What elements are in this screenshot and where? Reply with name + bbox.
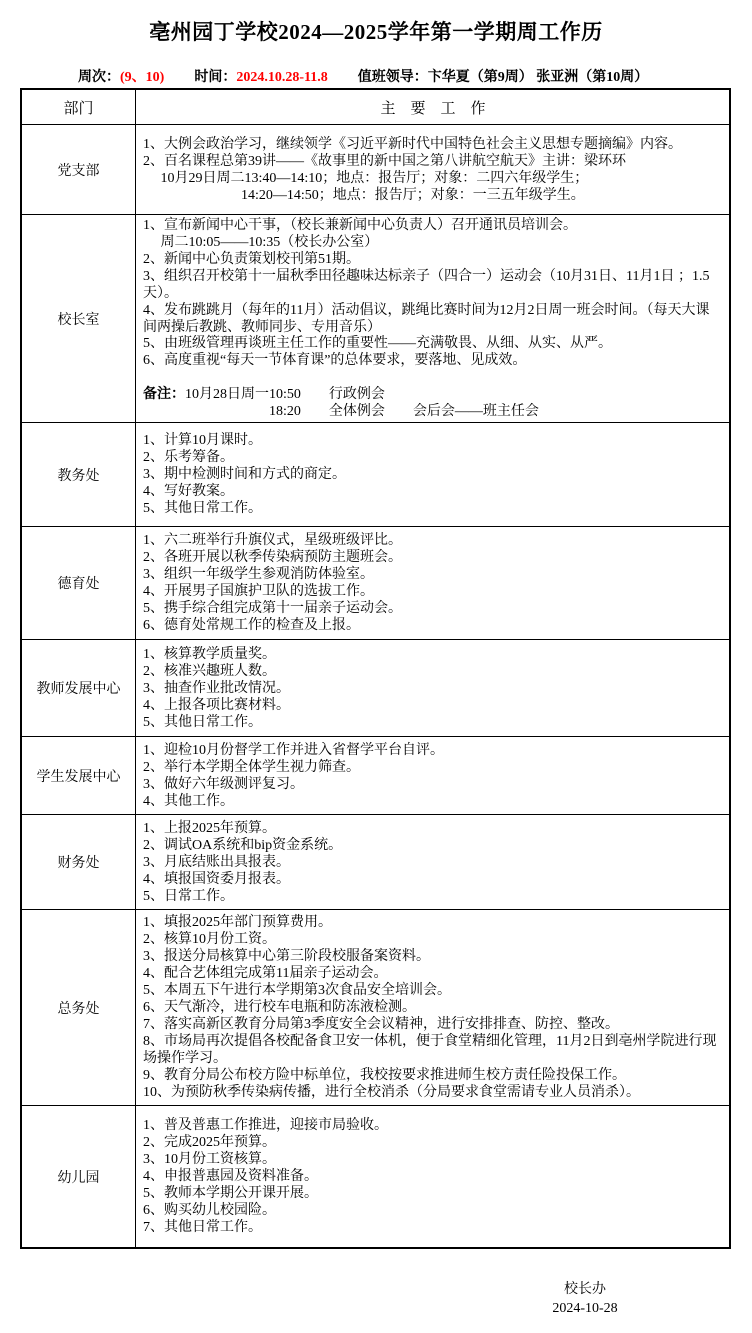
table-header-row [22,90,729,124]
table-row [22,736,729,814]
duty-leader-value: 卞华夏（第9周） 张亚洲（第10周） [427,70,649,85]
work-item: 2、完成2025年预算。 [143,1135,276,1150]
dept-cell: 党支部 [22,125,136,214]
dept-cell: 教师发展中心 [22,640,136,736]
work-item: 1、宣布新闻中心干事，（校长兼新闻中心负责人）召开通讯员培训会。 [143,218,577,233]
week-value: (9、10) [120,70,165,85]
work-cell [136,815,729,909]
work-item: 18:20 全体例会 会后会——班主任会 [143,404,539,419]
work-item: 1、计算10月课时。 [143,433,262,448]
work-cell [136,125,729,214]
work-item: 3、10月份工资核算。 [143,1152,276,1167]
dept-cell: 总务处 [22,910,136,1105]
work-cell [136,423,729,526]
table-row [22,814,729,909]
column-header-work: 主 要 工 作 [380,100,486,117]
work-item: 14:20—14:50；地点：报告厅；对象：一三五年级学生。 [143,187,585,203]
footer-date: 2024-10-28 [552,1301,618,1316]
work-item: 8、市场局再次提倡各校配备食卫安一体机，便于食堂精细化管理，11月2日到亳州学院进行现场操作学习。 [143,1034,717,1066]
work-item: 1、六二班举行升旗仪式，星级班级评比。 [143,533,402,548]
duty-group [358,70,649,85]
time-value: 2024.10.28-11.8 [236,70,328,85]
work-item: 5、由班级管理再谈班主任工作的重要性——充满敬畏、从细、从实、从严。 [143,336,612,351]
work-item: 2、核算10月份工资。 [143,932,276,947]
work-item: 10月29日周二13:40—14:10；地点：报告厅；对象：二四六年级学生； [143,170,589,186]
table-row [22,909,729,1105]
work-item: 5、本周五下午进行本学期第3次食品安全培训会。 [143,983,451,998]
footer-office: 校长办 [564,1282,606,1297]
work-item: 1、普及普惠工作推进，迎接市局验收。 [143,1118,388,1133]
work-item: 5、日常工作。 [143,888,234,904]
work-item: 5、其他日常工作。 [143,714,262,730]
work-item: 6、购买幼儿校园险。 [143,1203,276,1218]
page-title: 亳州园丁学校2024—2025学年第一学期周工作历 [149,20,603,44]
table-row [22,422,729,526]
work-item: 7、其他日常工作。 [143,1220,262,1235]
work-item: 3、报送分局核算中心第三阶段校服备案资料。 [143,949,430,964]
work-item: 3、组织召开校第十一届秋季田径趣味达标亲子（四合一）运动会（10月31日、11月1日 ；1.5天）。 [143,269,710,301]
dept-cell: 教务处 [22,423,136,526]
work-cell [136,640,729,736]
work-item: 2、核准兴趣班人数。 [143,663,276,679]
table-body [22,124,729,1247]
work-item: 3、抽查作业批改情况。 [143,680,290,696]
work-item: 备注：10月28日周一10:50 行政例会 [143,387,385,402]
work-item: 3、组织一年级学生参观消防体验室。 [143,567,374,582]
week-label: 周次： [78,70,120,85]
dept-cell: 学生发展中心 [22,737,136,814]
work-item: 5、其他日常工作。 [143,501,262,516]
work-item [143,369,723,386]
table-row [22,214,729,422]
work-item: 10、为预防秋季传染病传播，进行全校消杀（分局要求食堂需请专业人员消杀）。 [143,1085,640,1100]
work-item: 1、大例会政治学习，继续领学《习近平新时代中国特色社会主义思想专题摘编》内容。 [143,136,682,152]
work-item: 4、配合艺体组完成第11届亲子运动会。 [143,966,388,981]
column-header-dept: 部门 [22,90,136,124]
dept-cell: 财务处 [22,815,136,909]
work-item: 4、写好教案。 [143,484,234,499]
work-item: 4、填报国资委月报表。 [143,871,290,887]
work-item: 5、教师本学期公开课开展。 [143,1186,318,1201]
schedule-table [20,88,731,1249]
time-group [194,70,327,85]
table-row [22,124,729,214]
work-item: 4、上报各项比赛材料。 [143,697,290,713]
work-item: 4、发布跳跳月（每年的11月）活动倡议，跳绳比赛时间为12月2日周一班会时间。（每天大课间两操后教跳、教师同步、专用音乐） [143,302,710,335]
work-item: 3、月底结账出具报表。 [143,854,290,870]
work-item: 4、申报普惠园及资料准备。 [143,1169,318,1184]
duty-leader-label: 值班领导： [357,70,428,85]
work-item: 6、高度重视“每天一节体育课”的总体要求，要落地、见成效。 [143,353,527,368]
table-row [22,639,729,736]
work-item: 3、期中检测时间和方式的商定。 [143,467,346,482]
dept-cell: 德育处 [22,527,136,639]
work-item: 1、核算教学质量奖。 [143,646,276,662]
work-item: 2、百名课程总第39讲——《故事里的新中国之第八讲航空航天》主讲：梁环环 [143,153,626,169]
time-label: 时间： [194,70,237,85]
work-item: 3、做好六年级测评复习。 [143,776,304,792]
work-cell [136,737,729,814]
dept-cell: 幼儿园 [22,1106,136,1247]
footer [480,1280,690,1318]
table-row [22,1105,729,1247]
work-item: 1、迎检10月份督学工作并进入省督学平台自评。 [143,742,444,758]
work-item: 6、德育处常规工作的检查及上报。 [143,618,360,633]
work-item: 2、调试OA系统和bip资金系统。 [143,837,343,853]
work-item: 4、开展男子国旗护卫队的选拔工作。 [143,584,374,599]
work-item: 2、各班开展以秋季传染病预防主题班会。 [143,550,402,565]
work-cell [136,1106,729,1247]
remark-label: 备注： [143,387,185,402]
work-item: 5、携手综合组完成第十一届亲子运动会。 [143,601,402,616]
work-item: 2、乐考筹备。 [143,450,234,465]
work-item: 7、落实高新区教育分局第3季度安全会议精神，进行安排排查、防控、整改。 [143,1017,619,1032]
work-cell [136,527,729,639]
info-line [0,66,752,86]
work-item: 6、天气渐冷，进行校车电瓶和防冻液检测。 [143,1000,416,1015]
work-item: 1、上报2025年预算。 [143,820,276,836]
work-item: 2、举行本学期全体学生视力筛查。 [143,759,360,775]
work-cell [136,215,729,422]
work-item: 1、填报2025年部门预算费用。 [143,915,332,930]
dept-cell: 校长室 [22,215,136,422]
work-item: 周二10:05——10:35（校长办公室） [143,235,379,250]
work-cell [136,910,729,1105]
work-item: 2、新闻中心负责策划校刊第51期。 [143,252,360,267]
week-group [78,70,164,85]
work-item: 9、教育分局公布校方险中标单位，我校按要求推进师生校方责任险投保工作。 [143,1068,626,1083]
table-row [22,526,729,639]
work-item: 4、其他工作。 [143,793,234,809]
